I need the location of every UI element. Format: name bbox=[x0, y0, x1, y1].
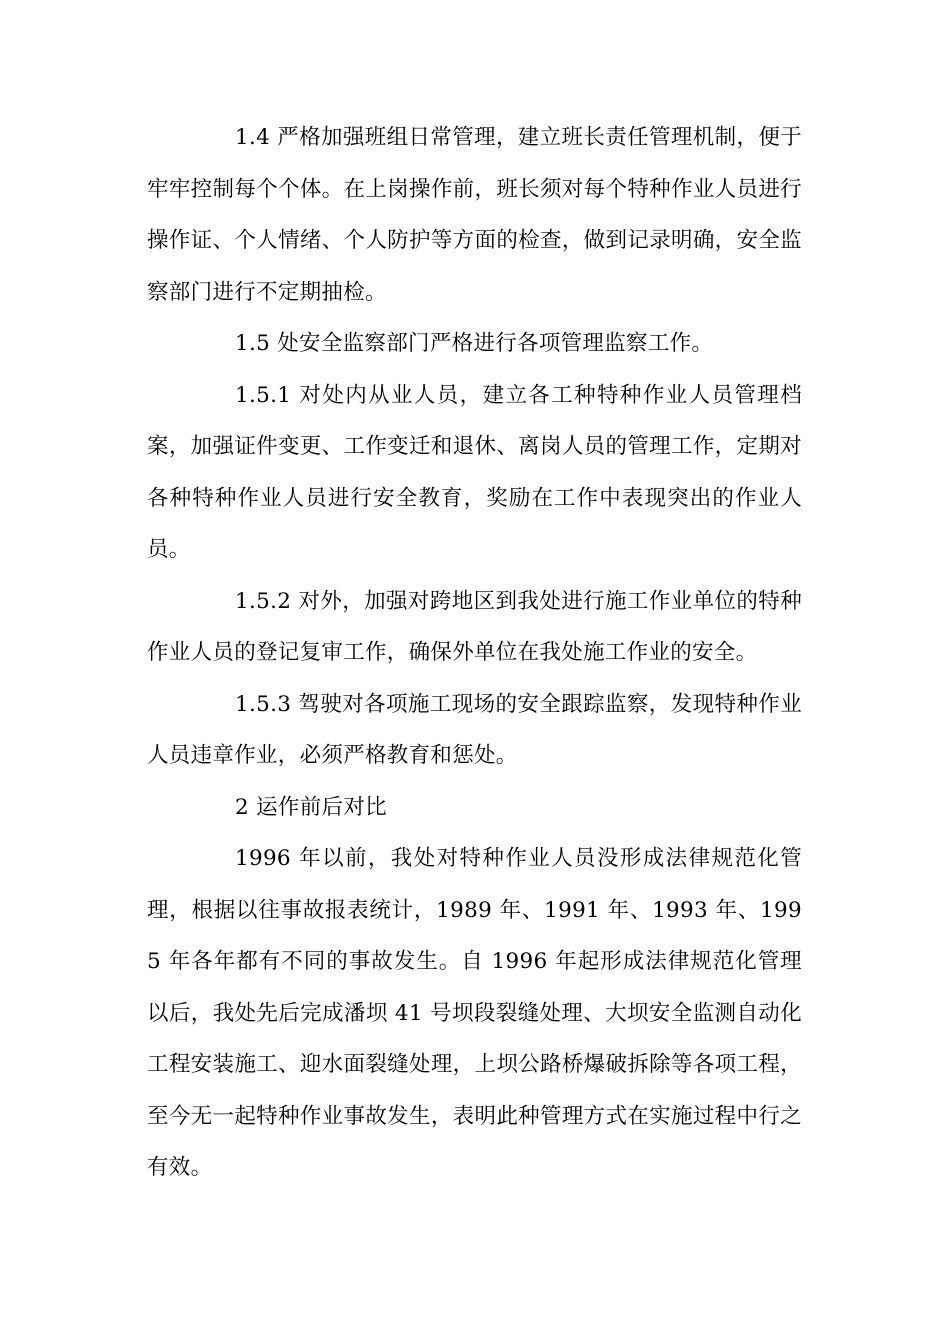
paragraph-1-5: 1.5 处安全监察部门严格进行各项管理监察工作。 bbox=[235, 331, 714, 356]
paragraph-1-5-1: 1.5.1 对处内从业人员，建立各工种特种作业人员管理档案，加强证件变更、工作变迁和退休、离岗人员的管理工作，定期对各种特种作业人员进行安全教育，奖励在工作中表现突出的作业人员。 bbox=[147, 382, 802, 562]
paragraph-1-4: 1.4 严格加强班组日常管理，建立班长责任管理机制，便于牢牢控制每个个体。在上岗操作前，班长须对每个特种作业人员进行操作证、个人情绪、个人防护等方面的检查，做到记录明确，安全监察部门进行不定期抽检。 bbox=[147, 125, 802, 305]
document-body bbox=[147, 112, 802, 1194]
paragraph-comparison: 1996 年以前，我处对特种作业人员没形成法律规范化管理，根据以往事故报表统计，1989 年、1991 年、1993 年、1995 年各年都有不同的事故发生。自 1996 年起形成法律规范化管理以后，我处先后完成潘坝 41 号坝段裂缝处理、大坝安全监测自动化工程安装施工、迎水面裂缝处理，上坝公路桥爆破拆除等各项工程，至今无一起特种作业事故发生，表明此种管理方式在实施过程中行之有效。 bbox=[147, 846, 802, 1180]
paragraph-1-5-2: 1.5.2 对外，加强对跨地区到我处进行施工作业单位的特种作业人员的登记复审工作，确保外单位在我处施工作业的安全。 bbox=[147, 588, 802, 665]
paragraph-1-5-3: 1.5.3 驾驶对各项施工现场的安全跟踪监察，发现特种作业人员违章作业，必须严格教育和惩处。 bbox=[147, 691, 802, 768]
section-heading-2: 2 运作前后对比 bbox=[235, 794, 387, 820]
